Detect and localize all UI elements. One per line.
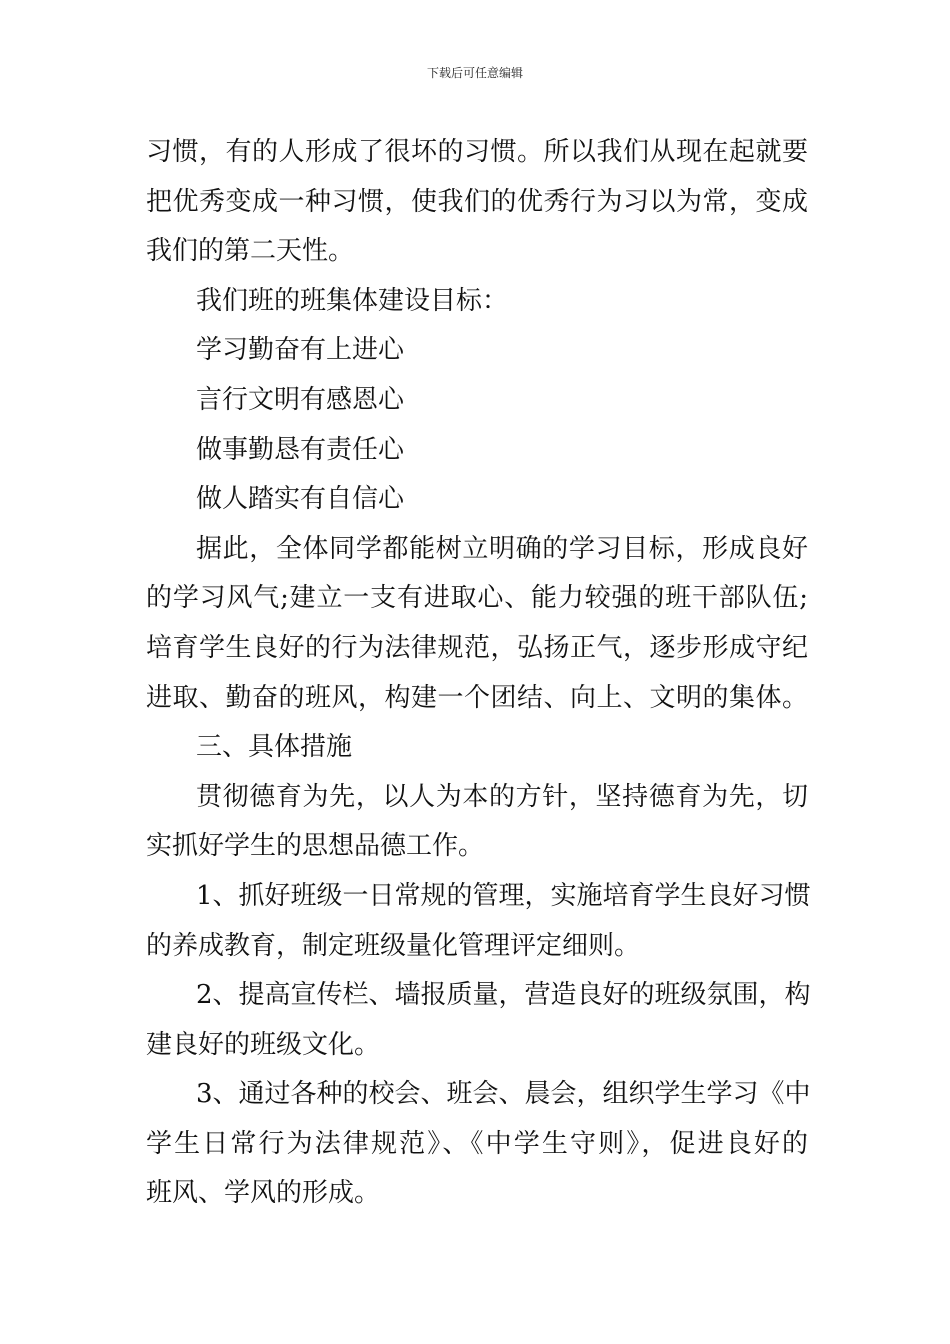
text-line: 班风、学风的形成。 — [146, 1178, 381, 1209]
text-line: 1、抓好班级一日常规的管理，实施培育学生良好习惯 — [196, 880, 811, 911]
text-line: 把优秀变成一种习惯，使我们的优秀行为习以为常，变成 — [146, 186, 808, 217]
text-line: 习惯，有的人形成了很坏的习惯。所以我们从现在起就要 — [146, 137, 808, 167]
text-line: 实抓好学生的思想品德工作。 — [146, 831, 485, 862]
text-line: 贯彻德育为先，以人为本的方针，坚持德育为先，切 — [196, 781, 808, 812]
page-header: 下载后可任意编辑 — [426, 66, 523, 80]
document-body — [146, 128, 811, 1219]
text-line: 的学习风气;建立一支有进取心、能力较强的班干部队伍; — [146, 583, 808, 614]
text-line: 学习勤奋有上进心 — [196, 335, 405, 366]
text-line: 的养成教育，制定班级量化管理评定细则。 — [146, 930, 641, 961]
text-line: 据此，全体同学都能树立明确的学习目标，形成良好 — [196, 533, 808, 564]
text-line: 做事勤恳有责任心 — [196, 434, 405, 465]
text-line: 言行文明有感恩心 — [196, 384, 405, 415]
text-line: 2、提高宣传栏、墙报质量，营造良好的班级氛围，构 — [196, 980, 811, 1011]
text-line: 我们的第二天性。 — [146, 236, 355, 267]
text-line: 做人踏实有自信心 — [196, 484, 405, 515]
text-line: 建良好的班级文化。 — [146, 1029, 381, 1060]
text-line: 我们班的班集体建设目标： — [196, 285, 509, 316]
text-line: 进取、勤奋的班风，构建一个团结、向上、文明的集体。 — [146, 682, 808, 713]
text-line: 培育学生良好的行为法律规范，弘扬正气，逐步形成守纪 — [146, 632, 808, 663]
text-line: 3、通过各种的校会、班会、晨会，组织学生学习《中 — [196, 1079, 811, 1110]
text-line: 三、具体措施 — [196, 732, 353, 763]
text-line: 学生日常行为法律规范》、《中学生守则》，促进良好的 — [146, 1128, 808, 1159]
